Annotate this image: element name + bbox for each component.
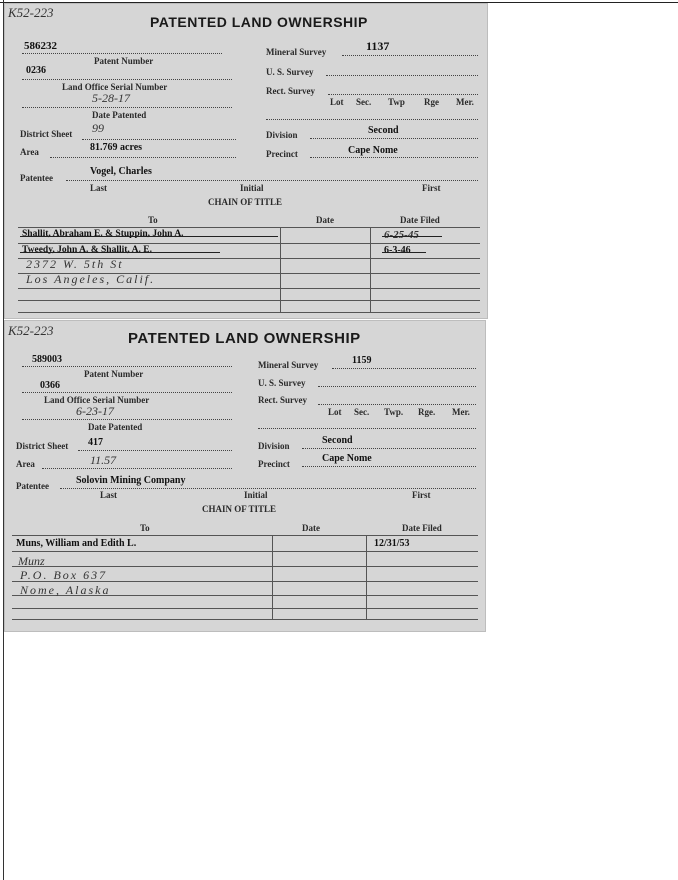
date-patented-label: Date Patented [88,422,143,432]
table-column-divider [370,227,371,312]
division-value: Second [368,125,399,136]
patent-number-line [22,366,232,367]
division-label: Division [258,441,290,451]
lot-label: Lot [328,407,342,417]
mineral-survey-line [332,368,476,369]
table-rule [12,619,478,620]
chain-entry: P.O. Box 637 [20,568,108,582]
rge-label: Rge [424,97,439,107]
patentee-value: Solovin Mining Company [76,475,186,486]
precinct-label: Precinct [266,149,298,159]
chain-entry: Los Angeles, Calif. [26,272,156,286]
area-label: Area [20,147,39,157]
us-survey-label: U. S. Survey [266,67,314,77]
mineral-survey-value: 1137 [366,39,390,53]
mineral-survey-value: 1159 [352,355,372,366]
table-rule [18,300,480,301]
precinct-line [302,466,476,467]
table-rule [12,608,478,609]
district-sheet-value: 417 [88,437,103,448]
date-filed-value: 6-25-45 [384,229,419,241]
to-column-header: To [148,215,158,225]
strike-through [20,252,220,253]
mer-label: Mer. [452,407,470,417]
us-survey-line [326,75,478,76]
first-label: First [412,490,431,500]
card-number: K52-223 [8,5,54,20]
area-value: 81.769 acres [90,142,143,153]
mineral-survey-line [342,55,478,56]
chain-of-title-label: CHAIN OF TITLE [202,504,277,514]
strike-through [382,236,442,237]
to-column-header: To [140,523,150,533]
chain-entry: Tweedy, John A. & Shallit, A. E. [22,245,152,255]
strike-through [382,252,426,253]
district-sheet-value: 99 [92,121,104,135]
rect-survey-label: Rect. Survey [266,86,315,96]
card-number: K52-223 [8,323,54,338]
date-column-header: Date [302,523,320,533]
chain-entry: 2372 W. 5th St [26,257,124,271]
patentee-label: Patentee [16,481,49,491]
date-column-header: Date [316,215,334,225]
serial-number-line [22,392,232,393]
twp-label: Twp [388,97,405,107]
rect-survey-line [318,404,476,405]
area-line [50,157,236,158]
mer-label: Mer. [456,97,474,107]
rect-survey-line-2 [266,119,478,120]
serial-number-label: Land Office Serial Number [62,82,168,92]
table-column-divider [366,535,367,619]
precinct-value: Cape Nome [322,453,372,464]
last-label: Last [90,183,108,193]
serial-number-value: 0236 [26,65,46,76]
patent-number-value: 586232 [24,40,57,52]
rge-label: Rge. [418,407,436,417]
chain-entry: Munz [18,554,45,568]
patent-number-value: 589003 [32,354,62,365]
lot-label: Lot [330,97,344,107]
table-rule [12,535,478,536]
area-label: Area [16,459,35,469]
twp-label: Twp. [384,407,404,417]
initial-label: Initial [244,490,268,500]
date-filed-value: 12/31/53 [374,538,410,549]
patentee-line [66,180,478,181]
card-title: PATENTED LAND OWNERSHIP [150,14,368,30]
strike-through [20,236,278,237]
patent-number-label: Patent Number [84,369,144,379]
rect-survey-label: Rect. Survey [258,395,307,405]
date-patented-value: 6-23-17 [76,404,114,418]
date-filed-column-header: Date Filed [400,215,440,225]
ownership-card [4,3,488,319]
patentee-line [60,488,476,489]
rect-survey-line-2 [258,428,476,429]
us-survey-line [318,386,476,387]
table-column-divider [272,535,273,619]
date-filed-column-header: Date Filed [402,523,442,533]
division-label: Division [266,130,298,140]
ownership-card [4,320,486,632]
date-patented-label: Date Patented [92,110,147,120]
table-rule [12,566,478,567]
table-rule [18,227,480,228]
table-rule [12,551,478,552]
area-value: 11.57 [90,453,117,467]
card-title: PATENTED LAND OWNERSHIP [128,330,361,347]
sec-label: Sec. [354,407,370,417]
sec-label: Sec. [356,97,372,107]
division-value: Second [322,435,353,446]
chain-entry: Shallit, Abraham E. & Stuppin, John A. [22,229,184,239]
patentee-label: Patentee [20,173,53,183]
mineral-survey-label: Mineral Survey [258,360,319,370]
patentee-value: Vogel, Charles [90,166,152,177]
table-rule [18,243,480,244]
date-patented-line [22,419,232,420]
rect-survey-line [328,94,478,95]
precinct-value: Cape Nome [348,145,398,156]
last-label: Last [100,490,118,500]
division-line [302,448,476,449]
table-rule [18,312,480,313]
district-sheet-label: District Sheet [16,441,69,451]
us-survey-label: U. S. Survey [258,378,306,388]
serial-number-label: Land Office Serial Number [44,395,150,405]
district-sheet-label: District Sheet [20,129,73,139]
initial-label: Initial [240,183,264,193]
division-line [310,138,478,139]
first-label: First [422,183,441,193]
district-sheet-line [82,139,236,140]
precinct-label: Precinct [258,459,290,469]
chain-of-title-label: CHAIN OF TITLE [208,197,283,207]
date-filed-value: 6-3-46 [384,245,411,256]
patent-number-label: Patent Number [94,56,154,66]
mineral-survey-label: Mineral Survey [266,47,327,57]
area-line [42,468,232,469]
chain-entry: Muns, William and Edith L. [16,538,137,549]
patent-number-line [22,53,222,54]
table-column-divider [280,227,281,312]
serial-number-line [22,79,232,80]
table-rule [18,288,480,289]
date-patented-line [22,107,232,108]
precinct-line [310,157,478,158]
chain-entry: Nome, Alaska [20,583,111,597]
district-sheet-line [78,450,232,451]
date-patented-value: 5-28-17 [92,91,130,105]
serial-number-value: 0366 [40,380,60,391]
